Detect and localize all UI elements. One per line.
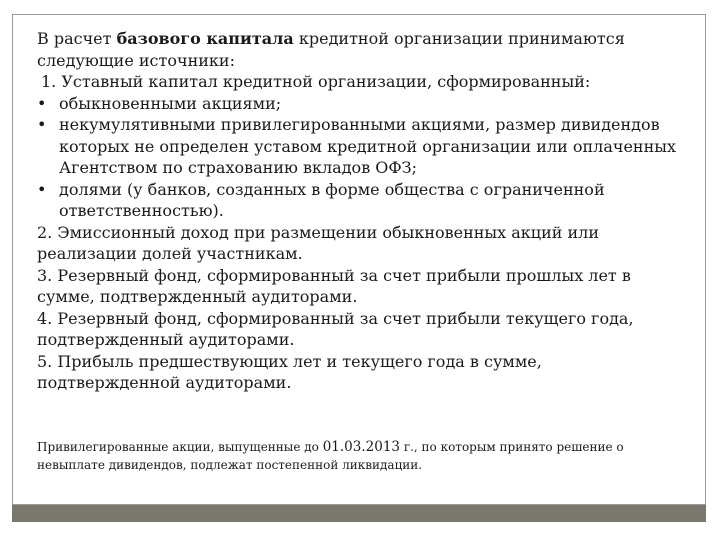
bullet-symbol: • [37, 179, 47, 199]
bullet-symbol: • [37, 115, 47, 134]
item-1: 1. Уставный капитал кредитной организации, сформированный: [41, 72, 591, 91]
bullet-item [37, 114, 687, 179]
bullet-item [37, 93, 687, 115]
item-2: 2. Эмиссионный доход при размещении обыкновенных акций или реализации долей участникам. [37, 222, 599, 263]
item-3: 3. Резервный фонд, сформированный за счет прибыли прошлых лет в сумме, подтвержденный аудиторами. [37, 265, 631, 306]
bottom-decorative-bar [12, 505, 706, 522]
footnote-date: 01.03.2013 [322, 439, 400, 455]
bullet-symbol: • [37, 93, 47, 113]
bullet-text: обыкновенными акциями; [59, 93, 282, 113]
item-5: 5. Прибыль предшествующих лет и текущего года в сумме, подтвержденной аудиторами. [37, 351, 542, 392]
item-4: 4. Резервный фонд, сформированный за счет прибыли текущего года, подтвержденный аудиторами. [37, 308, 634, 349]
intro-suffix: кредитной организации принимаются следующие источники: [37, 29, 625, 70]
intro-prefix: В расчет [37, 29, 117, 48]
intro-paragraph [37, 28, 687, 71]
footnote [37, 438, 677, 474]
main-text-block [37, 28, 687, 394]
bullet-text: некумулятивными привилегированными акциями, размер дивидендов которых не определен уставом кредитной организации или оплаченных Агентством по страхованию вкладов ОФЗ; [59, 115, 676, 177]
bullet-text: долями (у банков, созданных в форме общества с ограниченной ответственностью). [59, 179, 605, 220]
footnote-before: Привилегированные акции, выпущенные до [37, 440, 323, 454]
intro-bold-term: базового капитала [116, 29, 294, 48]
bullet-item [37, 179, 687, 222]
footnote-after: г., по которым принято решение о невыплате дивидендов, подлежат постепенной ликвидации. [37, 440, 624, 472]
